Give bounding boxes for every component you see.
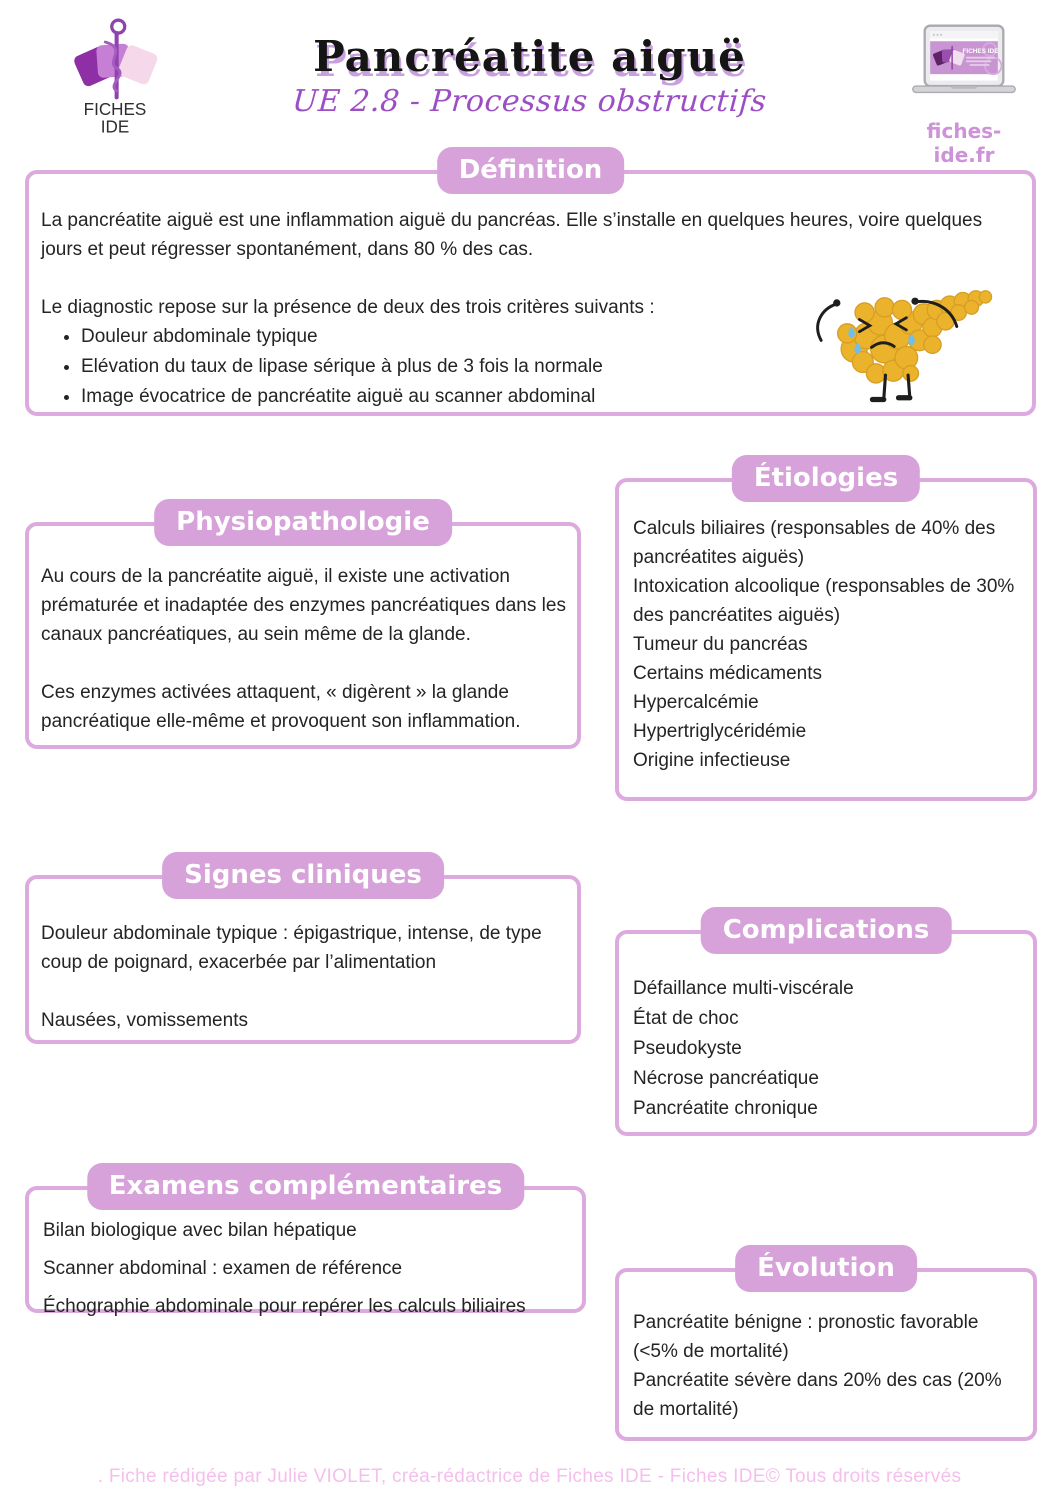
examen-item: Bilan biologique avec bilan hépatique	[43, 1220, 357, 1241]
signes-paragraph-1: Douleur abdominale typique : épigastrique, intense, de type coup de poignard, exacerbée par l’alimentation	[41, 923, 542, 973]
section-physiopathologie	[25, 507, 581, 749]
evolution-list	[633, 1308, 1023, 1424]
complication-item: État de choc	[633, 1008, 739, 1029]
page-title: Pancréatite aiguë	[313, 32, 746, 81]
complication-item: Pancréatite chronique	[633, 1098, 818, 1119]
definition-bullet: • Douleur abdominale typique	[81, 322, 781, 352]
evolution-item: Pancréatite sévère dans 20% des cas (20% de mortalité)	[633, 1370, 1002, 1420]
etiologie-item: Hypertriglycéridémie	[633, 721, 807, 742]
section-definition-title: Définition	[437, 147, 625, 194]
footer-credit: . Fiche rédigée par Julie VIOLET, créa-rédactrice de Fiches IDE - Fiches IDE© Tous droits réservés	[97, 1466, 962, 1487]
section-complications	[615, 915, 1037, 1136]
etiologies-list	[633, 514, 1023, 775]
laptop-icon	[900, 22, 1028, 108]
examen-item: Scanner abdominal : examen de référence	[43, 1258, 403, 1279]
laptop-preview	[900, 22, 1028, 167]
complication-item: Nécrose pancréatique	[633, 1068, 819, 1089]
definition-bullet: • Image évocatrice de pancréatite aiguë au scanner abdominal	[81, 382, 781, 412]
page-subtitle: UE 2.8 - Processus obstructifs	[291, 84, 768, 119]
etiologie-item: Calculs biliaires (responsables de 40% des pancréatites aiguës)	[633, 518, 996, 568]
definition-paragraph-2: Le diagnostic repose sur la présence de deux des trois critères suivants :	[41, 297, 655, 318]
website-url[interactable]: fiches-ide.fr	[926, 119, 1002, 167]
physiopathologie-paragraph-1: Au cours de la pancréatite aiguë, il existe une activation prématurée et inadaptée des enzymes pancréatiques dans les canaux pancréatiques, au sein même de la glande.	[41, 566, 566, 645]
examens-list	[43, 1212, 572, 1326]
section-complications-title: Complications	[701, 907, 952, 954]
logo-text-ide: IDE	[100, 117, 130, 137]
section-evolution-title: Évolution	[735, 1245, 917, 1292]
section-definition	[25, 155, 1036, 416]
section-etiologies	[615, 463, 1037, 801]
section-examens-complementaires	[25, 1171, 586, 1317]
etiologie-item: Origine infectieuse	[633, 750, 791, 771]
section-evolution	[615, 1253, 1037, 1441]
examen-item: Échographie abdominale pour repérer les calculs biliaires	[43, 1296, 526, 1317]
section-etiologies-title: Étiologies	[732, 455, 920, 502]
physiopathologie-paragraph-2: Ces enzymes activées attaquent, « digèrent » la glande pancréatique elle-même et provoquent son inflammation.	[41, 682, 521, 732]
section-signes-cliniques	[25, 860, 581, 1044]
pancreas-icon	[802, 262, 1002, 410]
complication-item: Pseudokyste	[633, 1038, 742, 1059]
section-examens-title: Examens complémentaires	[87, 1163, 524, 1210]
logo-text-fiches: FICHES	[83, 100, 147, 120]
signes-cliniques-body	[41, 919, 563, 1035]
crying-pancreas-illustration	[802, 262, 1002, 410]
section-signes-cliniques-title: Signes cliniques	[162, 852, 444, 899]
definition-bullet-list	[41, 322, 781, 412]
etiologie-item: Certains médicaments	[633, 663, 823, 684]
etiologie-item: Tumeur du pancréas	[633, 634, 808, 655]
physiopathologie-body	[41, 562, 567, 736]
laptop-screen-caption: FICHES IDE	[962, 48, 999, 56]
definition-paragraph-1: La pancréatite aiguë est une inflammation aiguë du pancréas. Elle s’installe en quelques heures, voire quelques jours et peut régresser spontanément, dans 80 % des cas.	[41, 210, 983, 260]
definition-bullet: • Elévation du taux de lipase sérique à plus de 3 fois la normale	[81, 352, 781, 382]
complications-list	[633, 974, 1023, 1124]
complication-item: Défaillance multi-viscérale	[633, 978, 854, 999]
evolution-item: Pancréatite bénigne : pronostic favorable (<5% de mortalité)	[633, 1312, 979, 1362]
section-physiopathologie-title: Physiopathologie	[154, 499, 452, 546]
etiologie-item: Intoxication alcoolique (responsables de 30% des pancréatites aiguës)	[633, 576, 1015, 626]
signes-paragraph-2: Nausées, vomissements	[41, 1010, 248, 1031]
etiologie-item: Hypercalcémie	[633, 692, 759, 713]
